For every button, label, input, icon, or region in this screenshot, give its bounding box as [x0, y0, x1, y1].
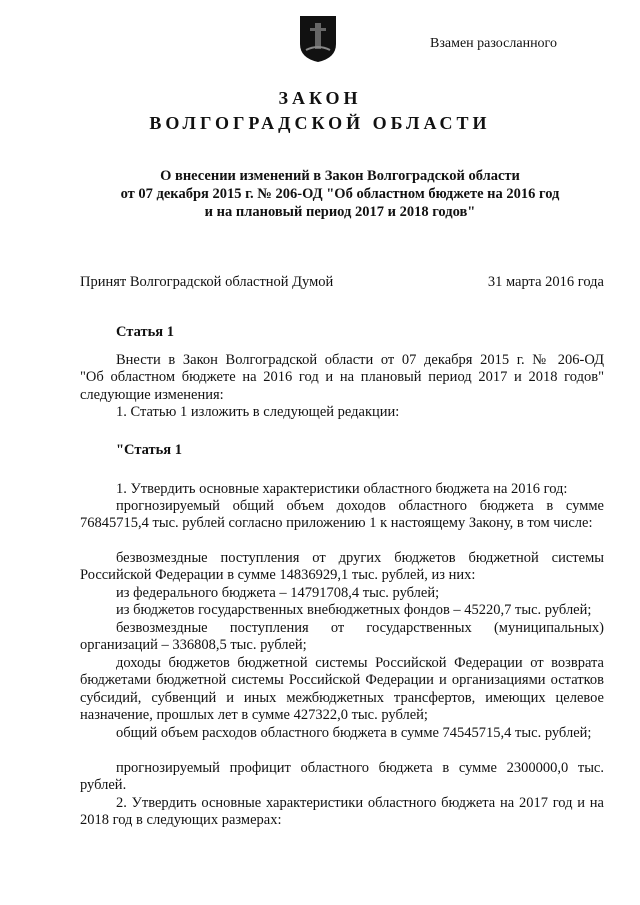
article-heading: Статья 1: [116, 324, 174, 340]
paragraph: из федерального бюджета – 14791708,4 тыс. рублей;: [116, 585, 440, 601]
paragraph: доходы бюджетов бюджетной системы Российской Федерации от возврата бюджетами бюджетной системы Российской Федерации и организациями остатков субсидий, субвенций и иных межбюджетных трансфертов, имеющих целевое назначение, прошлых лет в сумме 427322,0 тыс. рублей;: [80, 655, 604, 724]
law-subtitle: О внесении изменений в Закон Волгоградской области от 07 декабря 2015 г. № 206-ОД "Об областном бюджете на 2016 год и на плановый период 2017 и 2018 годов": [120, 168, 560, 220]
adoption-line: [80, 274, 604, 291]
law-region: ВОЛГОГРАДСКОЙ ОБЛАСТИ: [149, 113, 491, 133]
paragraph: из бюджетов государственных внебюджетных фондов – 45220,7 тыс. рублей;: [116, 602, 592, 618]
adopted-by: Принят Волгоградской областной Думой: [80, 274, 334, 290]
paragraph: общий объем расходов областного бюджета в сумме 74545715,4 тыс. рублей;: [116, 725, 592, 741]
coat-of-arms-icon: [298, 14, 338, 64]
paragraph: прогнозируемый профицит областного бюджета в сумме 2300000,0 тыс. рублей.: [80, 760, 604, 794]
adoption-date: 31 марта 2016 года: [487, 274, 604, 290]
new-article-heading: "Статья 1: [116, 442, 183, 458]
article-intro: Внести в Закон Волгоградской области от 07 декабря 2015 г. № 206-ОД "Об областном бюджете на 2016 год и на плановый период 2017 и 2018 годов" следующие изменения: 1. Статью 1 изложить в следующей редакции:: [80, 352, 604, 421]
paragraph: прогнозируемый общий объем доходов областного бюджета в сумме 76845715,4 тыс. рублей согласно приложению 1 к настоящему Закону, в том числе:: [80, 498, 604, 532]
replacement-stamp: Взамен разосланного: [430, 36, 557, 51]
paragraph: безвозмездные поступления от других бюджетов бюджетной системы Российской Федерации в сумме 14836929,1 тыс. рублей, из них:: [80, 550, 604, 584]
paragraph: безвозмездные поступления от государственных (муниципальных) организаций – 336808,5 тыс. рублей;: [80, 620, 604, 654]
paragraph: 2. Утвердить основные характеристики областного бюджета на 2017 год и на 2018 год в следующих размерах:: [80, 795, 604, 829]
paragraph: 1. Утвердить основные характеристики областного бюджета на 2016 год:: [116, 481, 568, 497]
law-title: ЗАКОН: [278, 88, 362, 108]
